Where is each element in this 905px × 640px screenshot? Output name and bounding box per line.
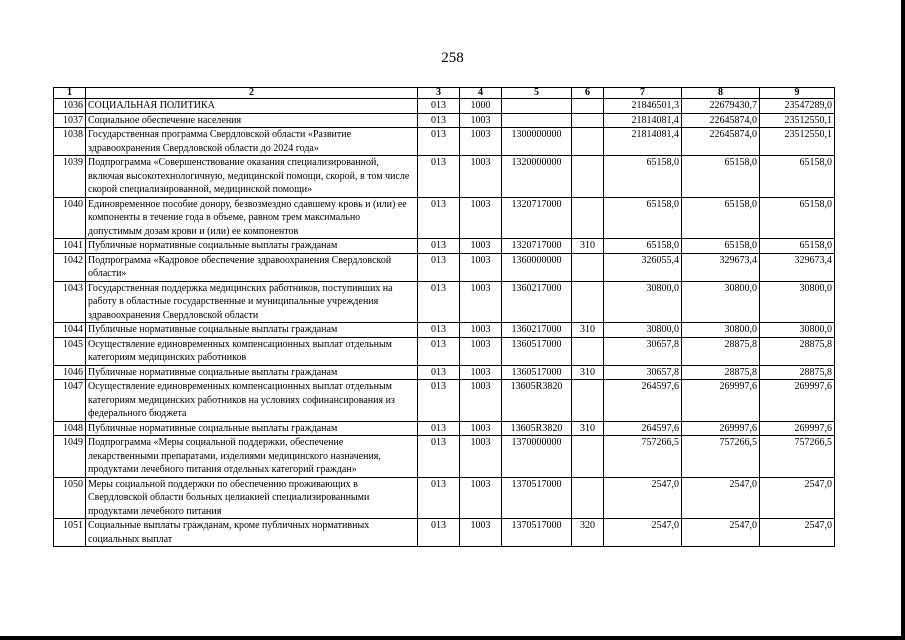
amount-cell-year1: 30800,0 [604, 281, 682, 323]
row-name-cell: СОЦИАЛЬНАЯ ПОЛИТИКА [86, 99, 418, 114]
target-article-cell: 1360217000 [502, 281, 572, 323]
amount-cell-year2: 22645874,0 [682, 113, 760, 128]
amount-cell-year2: 65158,0 [682, 156, 760, 198]
table-row [54, 156, 835, 198]
section-code-cell: 1003 [460, 519, 502, 547]
table-row [54, 323, 835, 338]
amount-cell-year1: 65158,0 [604, 197, 682, 239]
ministry-code-cell: 013 [418, 156, 460, 198]
row-number-cell: 1047 [54, 380, 86, 422]
ministry-code-cell: 013 [418, 197, 460, 239]
amount-cell-year1: 264597,6 [604, 421, 682, 436]
table-row [54, 197, 835, 239]
row-number-cell: 1043 [54, 281, 86, 323]
header-cell: 9 [760, 88, 835, 99]
expense-type-cell [572, 477, 604, 519]
expense-type-cell: 310 [572, 421, 604, 436]
table-row [54, 380, 835, 422]
row-number-cell: 1038 [54, 128, 86, 156]
row-name-cell: Единовременное пособие донору, безвозмездно сдавшему кровь и (или) ее компоненты в течение года в объеме, равном трем максимально допустимым дозам крови и (или) ее компонентов [86, 197, 418, 239]
row-name-cell: Государственная поддержка медицинских работников, поступивших на работу в областные государственные и муниципальные учреждения здравоохранения Свердловской области [86, 281, 418, 323]
amount-cell-year2: 65158,0 [682, 197, 760, 239]
expense-type-cell [572, 99, 604, 114]
header-cell: 3 [418, 88, 460, 99]
ministry-code-cell: 013 [418, 239, 460, 254]
row-number-cell: 1042 [54, 253, 86, 281]
row-name-cell: Осуществление единовременных компенсационных выплат отдельным категориям медицинских работников [86, 337, 418, 365]
amount-cell-year1: 757266,5 [604, 436, 682, 478]
row-number-cell: 1039 [54, 156, 86, 198]
expense-type-cell [572, 113, 604, 128]
section-code-cell: 1003 [460, 365, 502, 380]
row-name-cell: Подпрограмма «Кадровое обеспечение здравоохранения Свердловской области» [86, 253, 418, 281]
section-code-cell: 1000 [460, 99, 502, 114]
header-cell: 2 [86, 88, 418, 99]
row-number-cell: 1050 [54, 477, 86, 519]
scan-edge-bottom [0, 636, 905, 640]
target-article-cell: 1370517000 [502, 519, 572, 547]
row-number-cell: 1044 [54, 323, 86, 338]
table-row [54, 436, 835, 478]
ministry-code-cell: 013 [418, 99, 460, 114]
ministry-code-cell: 013 [418, 436, 460, 478]
amount-cell-year3: 28875,8 [760, 337, 835, 365]
row-name-cell: Социальные выплаты гражданам, кроме публичных нормативных социальных выплат [86, 519, 418, 547]
header-cell: 8 [682, 88, 760, 99]
expense-type-cell: 310 [572, 323, 604, 338]
amount-cell-year2: 2547,0 [682, 477, 760, 519]
row-name-cell: Публичные нормативные социальные выплаты гражданам [86, 365, 418, 380]
ministry-code-cell: 013 [418, 281, 460, 323]
row-number-cell: 1037 [54, 113, 86, 128]
amount-cell-year3: 30800,0 [760, 323, 835, 338]
amount-cell-year1: 30657,8 [604, 365, 682, 380]
amount-cell-year3: 269997,6 [760, 380, 835, 422]
expense-type-cell [572, 380, 604, 422]
amount-cell-year2: 28875,8 [682, 337, 760, 365]
amount-cell-year1: 65158,0 [604, 239, 682, 254]
row-number-cell: 1046 [54, 365, 86, 380]
table-row [54, 337, 835, 365]
amount-cell-year3: 2547,0 [760, 519, 835, 547]
row-number-cell: 1045 [54, 337, 86, 365]
section-code-cell: 1003 [460, 239, 502, 254]
target-article-cell: 1320717000 [502, 239, 572, 254]
amount-cell-year1: 21814081,4 [604, 128, 682, 156]
amount-cell-year3: 757266,5 [760, 436, 835, 478]
table-row [54, 253, 835, 281]
header-cell: 1 [54, 88, 86, 99]
ministry-code-cell: 013 [418, 337, 460, 365]
table-row [54, 365, 835, 380]
section-code-cell: 1003 [460, 197, 502, 239]
amount-cell-year1: 2547,0 [604, 519, 682, 547]
ministry-code-cell: 013 [418, 380, 460, 422]
expense-type-cell [572, 156, 604, 198]
row-number-cell: 1040 [54, 197, 86, 239]
row-name-cell: Меры социальной поддержки по обеспечению проживающих в Свердловской области больных целиакией специализированными продуктами лечебного питания [86, 477, 418, 519]
amount-cell-year2: 2547,0 [682, 519, 760, 547]
amount-cell-year1: 326055,4 [604, 253, 682, 281]
table-row [54, 281, 835, 323]
section-code-cell: 1003 [460, 281, 502, 323]
section-code-cell: 1003 [460, 156, 502, 198]
expense-type-cell [572, 197, 604, 239]
target-article-cell [502, 113, 572, 128]
ministry-code-cell: 013 [418, 323, 460, 338]
header-cell: 5 [502, 88, 572, 99]
row-number-cell: 1049 [54, 436, 86, 478]
section-code-cell: 1003 [460, 380, 502, 422]
expense-type-cell: 310 [572, 239, 604, 254]
amount-cell-year2: 30800,0 [682, 281, 760, 323]
target-article-cell: 1370000000 [502, 436, 572, 478]
amount-cell-year3: 23512550,1 [760, 113, 835, 128]
ministry-code-cell: 013 [418, 519, 460, 547]
section-code-cell: 1003 [460, 436, 502, 478]
ministry-code-cell: 013 [418, 365, 460, 380]
amount-cell-year1: 2547,0 [604, 477, 682, 519]
amount-cell-year3: 23547289,0 [760, 99, 835, 114]
section-code-cell: 1003 [460, 253, 502, 281]
amount-cell-year1: 30800,0 [604, 323, 682, 338]
row-name-cell: Публичные нормативные социальные выплаты гражданам [86, 239, 418, 254]
amount-cell-year1: 21846501,3 [604, 99, 682, 114]
ministry-code-cell: 013 [418, 128, 460, 156]
amount-cell-year3: 65158,0 [760, 197, 835, 239]
amount-cell-year2: 757266,5 [682, 436, 760, 478]
row-name-cell: Социальное обеспечение населения [86, 113, 418, 128]
amount-cell-year3: 329673,4 [760, 253, 835, 281]
section-code-cell: 1003 [460, 323, 502, 338]
table-row [54, 239, 835, 254]
amount-cell-year2: 30800,0 [682, 323, 760, 338]
amount-cell-year2: 22679430,7 [682, 99, 760, 114]
row-name-cell: Осуществление единовременных компенсационных выплат отдельным категориям медицинских работников на условиях софинансирования из федерального бюджета [86, 380, 418, 422]
amount-cell-year1: 30657,8 [604, 337, 682, 365]
expense-type-cell [572, 281, 604, 323]
ministry-code-cell: 013 [418, 477, 460, 519]
ministry-code-cell: 013 [418, 421, 460, 436]
table-row [54, 99, 835, 114]
section-code-cell: 1003 [460, 128, 502, 156]
expense-type-cell [572, 337, 604, 365]
amount-cell-year1: 21814081,4 [604, 113, 682, 128]
amount-cell-year1: 65158,0 [604, 156, 682, 198]
target-article-cell: 1320000000 [502, 156, 572, 198]
section-code-cell: 1003 [460, 113, 502, 128]
target-article-cell: 1360517000 [502, 337, 572, 365]
expense-type-cell [572, 436, 604, 478]
amount-cell-year2: 65158,0 [682, 239, 760, 254]
amount-cell-year2: 269997,6 [682, 380, 760, 422]
target-article-cell: 1370517000 [502, 477, 572, 519]
amount-cell-year2: 28875,8 [682, 365, 760, 380]
amount-cell-year3: 65158,0 [760, 156, 835, 198]
expense-type-cell [572, 253, 604, 281]
row-number-cell: 1048 [54, 421, 86, 436]
page-number: 258 [441, 50, 464, 66]
row-name-cell: Публичные нормативные социальные выплаты гражданам [86, 323, 418, 338]
row-name-cell: Подпрограмма «Совершенствование оказания специализированной, включая высокотехнологичную, медицинской помощи, скорой, в том числе скорой специализированной, медицинской помощи» [86, 156, 418, 198]
amount-cell-year2: 22645874,0 [682, 128, 760, 156]
header-cell: 6 [572, 88, 604, 99]
amount-cell-year3: 269997,6 [760, 421, 835, 436]
table-header-row [54, 88, 835, 99]
expense-type-cell: 310 [572, 365, 604, 380]
table-row [54, 477, 835, 519]
row-name-cell: Подпрограмма «Меры социальной поддержки, обеспечение лекарственными препаратами, изделиями медицинского назначения, продуктами лечебного питания отдельных категорий граждан» [86, 436, 418, 478]
row-number-cell: 1041 [54, 239, 86, 254]
header-cell: 4 [460, 88, 502, 99]
row-number-cell: 1036 [54, 99, 86, 114]
budget-table [53, 87, 835, 547]
target-article-cell: 1320717000 [502, 197, 572, 239]
target-article-cell: 13605R3820 [502, 421, 572, 436]
row-name-cell: Государственная программа Свердловской области «Развитие здравоохранения Свердловской области до 2024 года» [86, 128, 418, 156]
ministry-code-cell: 013 [418, 253, 460, 281]
table-row [54, 421, 835, 436]
table-row [54, 128, 835, 156]
target-article-cell: 1360000000 [502, 253, 572, 281]
amount-cell-year3: 65158,0 [760, 239, 835, 254]
section-code-cell: 1003 [460, 421, 502, 436]
amount-cell-year3: 23512550,1 [760, 128, 835, 156]
table-row [54, 113, 835, 128]
header-cell: 7 [604, 88, 682, 99]
amount-cell-year3: 28875,8 [760, 365, 835, 380]
table-row [54, 519, 835, 547]
row-number-cell: 1051 [54, 519, 86, 547]
target-article-cell: 1360517000 [502, 365, 572, 380]
amount-cell-year3: 30800,0 [760, 281, 835, 323]
ministry-code-cell: 013 [418, 113, 460, 128]
row-name-cell: Публичные нормативные социальные выплаты гражданам [86, 421, 418, 436]
scan-edge-right [901, 0, 905, 640]
section-code-cell: 1003 [460, 337, 502, 365]
amount-cell-year3: 2547,0 [760, 477, 835, 519]
target-article-cell: 1300000000 [502, 128, 572, 156]
target-article-cell [502, 99, 572, 114]
target-article-cell: 13605R3820 [502, 380, 572, 422]
section-code-cell: 1003 [460, 477, 502, 519]
expense-type-cell: 320 [572, 519, 604, 547]
expense-type-cell [572, 128, 604, 156]
target-article-cell: 1360217000 [502, 323, 572, 338]
amount-cell-year1: 264597,6 [604, 380, 682, 422]
amount-cell-year2: 329673,4 [682, 253, 760, 281]
amount-cell-year2: 269997,6 [682, 421, 760, 436]
